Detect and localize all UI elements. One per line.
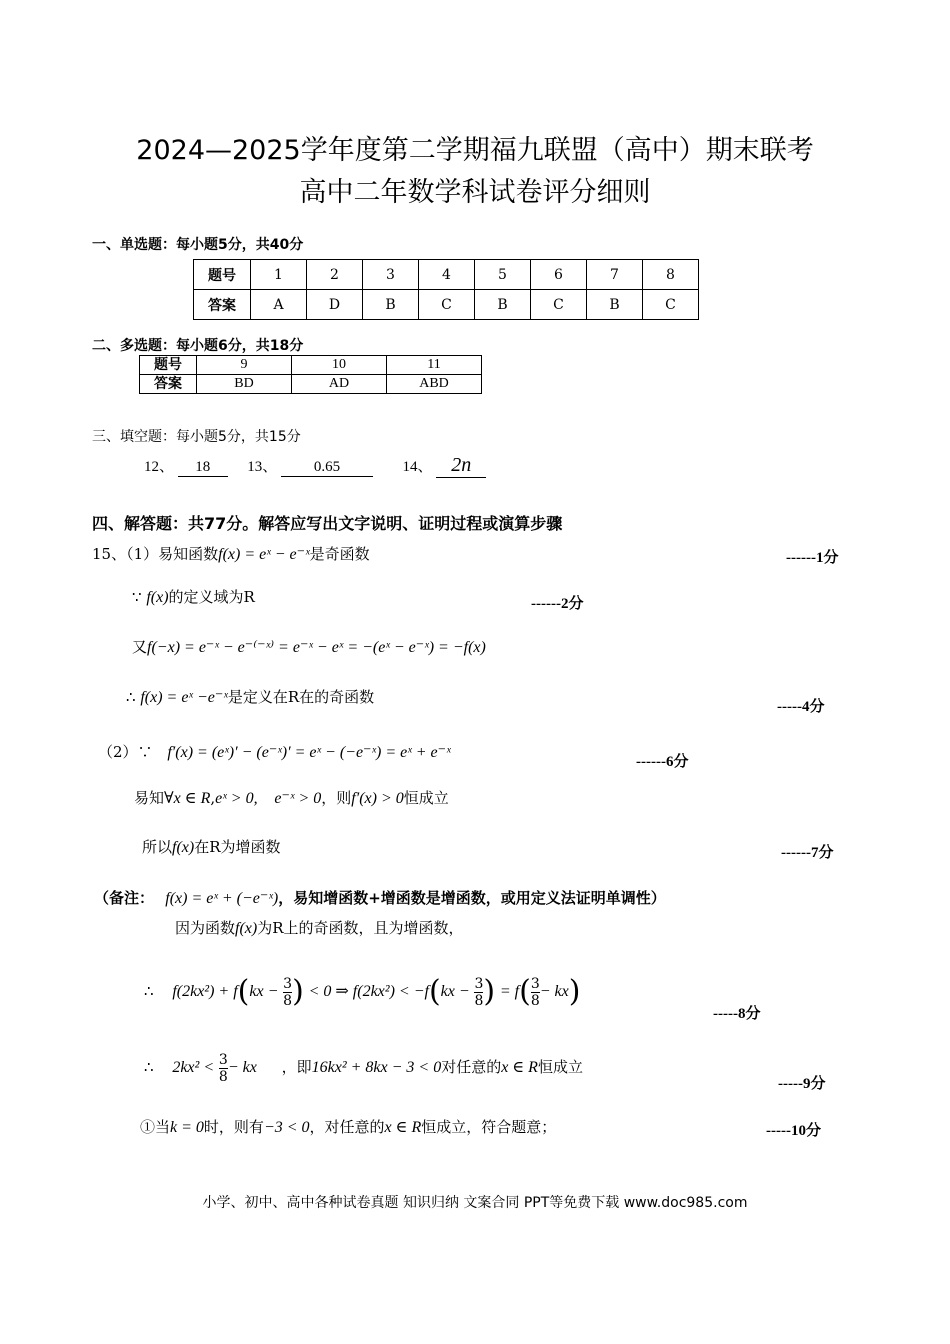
table-cell: 11 xyxy=(387,356,482,375)
inequality-line: ∴ f(2kx²) + f(kx − $\frac{3}{8}$ ) < 0 ⇒ f(2kx²) < −f(kx − $\frac{3}{8}$ ) = f( $\frac{3}{8}$ − kx) xyxy=(144,974,581,1009)
ineq-left: f(2kx²) + f xyxy=(172,983,238,1000)
is-odd-text: 是奇函数 xyxy=(309,545,370,563)
table-cell: 答案 xyxy=(194,290,251,320)
table-cell: 6 xyxy=(531,260,587,290)
numerator: 3 xyxy=(530,975,540,992)
negation-line xyxy=(132,636,486,657)
denominator: 8 xyxy=(218,1068,228,1085)
fraction-3-8 xyxy=(219,1052,228,1085)
table-cell: A xyxy=(251,290,307,320)
f-definition: f(x) = eˣ − e⁻ˣ xyxy=(218,546,310,563)
multi-choice-table xyxy=(139,355,482,394)
q12-label: 12、 xyxy=(144,459,175,475)
table-row xyxy=(194,290,699,320)
table-cell: C xyxy=(643,290,699,320)
ineq-eq: = f xyxy=(499,983,520,1000)
conclusion-text: 是定义在R在的奇函数 xyxy=(227,688,375,706)
page-subtitle: 高中二年数学科试卷评分细则 xyxy=(299,177,651,208)
note-prefix: （备注： xyxy=(94,889,155,907)
step9-left: 2kx² < xyxy=(172,1059,215,1076)
note-text: ，易知增函数+增函数是增函数，或用定义法证明单调性） xyxy=(278,889,666,907)
conclusion-line xyxy=(126,686,374,707)
table-cell: 题号 xyxy=(194,260,251,290)
q12-answer: 18 xyxy=(178,459,228,477)
fraction-3-8 xyxy=(283,976,292,1009)
score-1: ------1分 xyxy=(786,550,839,566)
table-cell: B xyxy=(587,290,643,320)
x-in-R: x ∈ R xyxy=(384,1119,422,1136)
q15-intro-line xyxy=(92,543,370,564)
table-row xyxy=(140,375,482,394)
table-cell: 1 xyxy=(251,260,307,290)
numerator: 3 xyxy=(218,1051,228,1068)
ineq-kx: kx − xyxy=(440,983,470,1000)
score-4: -----4分 xyxy=(777,699,825,715)
always-holds-text: 恒成立 xyxy=(403,789,449,807)
step9-minus-kx: − kx xyxy=(227,1059,257,1076)
step9-inequality: 16kx² + 8kx − 3 < 0 xyxy=(311,1059,442,1076)
denominator: 8 xyxy=(283,992,293,1009)
denominator: 8 xyxy=(474,992,484,1009)
because-text-1: 因为函数 xyxy=(175,919,236,937)
because-text-2: 为R上的奇函数，且为增函数， xyxy=(257,919,464,937)
table-cell: 9 xyxy=(197,356,292,375)
forall-x: ∀x ∈ R xyxy=(164,790,211,807)
table-cell: 3 xyxy=(363,260,419,290)
table-row xyxy=(140,356,482,375)
table-row xyxy=(194,260,699,290)
fprime-positive: f′(x) > 0 xyxy=(351,790,404,807)
suoyi-text: 所以 xyxy=(142,838,173,856)
single-choice-table xyxy=(193,259,699,320)
table-cell: 10 xyxy=(292,356,387,375)
table-cell: D xyxy=(307,290,363,320)
score-9: -----9分 xyxy=(778,1076,826,1092)
x-in-R: x ∈ R xyxy=(501,1059,538,1076)
fill-blank-answers xyxy=(144,454,486,478)
section2-heading: 二、多选题：每小题6分，共18分 xyxy=(92,338,304,354)
fraction-3-8 xyxy=(531,976,540,1009)
minus3-lt-0: −3 < 0 xyxy=(263,1119,310,1136)
numerator: 3 xyxy=(474,975,484,992)
section4-heading: 四、解答题：共77分。解答应写出文字说明、证明过程或演算步骤 xyxy=(92,514,563,533)
ineq-mid: < 0 ⇒ f(2kx²) < −f xyxy=(308,983,429,1000)
score-8: -----8分 xyxy=(713,1006,761,1022)
table-cell: B xyxy=(363,290,419,320)
case1-c: ，对任意的 xyxy=(309,1118,385,1136)
condition-2: e⁻ˣ > 0 xyxy=(274,790,322,807)
table-cell: 答案 xyxy=(140,375,197,394)
case1-line xyxy=(140,1116,556,1137)
conclusion-math: f(x) = eˣ −e⁻ˣ xyxy=(140,689,228,706)
table-cell: 题号 xyxy=(140,356,197,375)
page-footer: 小学、初中、高中各种试卷真题 知识归纳 文案合同 PPT等免费下载 www.doc985.com xyxy=(202,1195,748,1211)
table-cell: 7 xyxy=(587,260,643,290)
table-cell: ABD xyxy=(387,375,482,394)
score-7: ------7分 xyxy=(781,845,834,861)
case1-a: ①当 xyxy=(140,1118,171,1136)
case1-d: 恒成立，符合题意； xyxy=(421,1118,557,1136)
table-cell: 8 xyxy=(643,260,699,290)
increasing-line xyxy=(142,836,281,857)
numerator: 3 xyxy=(283,975,293,992)
step9-hold: 恒成立 xyxy=(537,1058,583,1076)
domain-line xyxy=(132,586,255,607)
table-cell: AD xyxy=(292,375,387,394)
therefore-symbol: ∴ xyxy=(144,1058,154,1076)
score-2: ------2分 xyxy=(531,596,584,612)
yizhi-text: 易知 xyxy=(134,789,165,807)
step9-any: 对任意的 xyxy=(441,1058,502,1076)
step9-line xyxy=(144,1044,583,1090)
ineq-kx: kx − xyxy=(249,983,279,1000)
fx-symbol: f(x) xyxy=(172,839,195,856)
table-cell: C xyxy=(419,290,475,320)
table-cell: 5 xyxy=(475,260,531,290)
fx-symbol: f(x) xyxy=(235,920,258,937)
table-cell: C xyxy=(531,290,587,320)
table-cell: BD xyxy=(197,375,292,394)
section1-heading: 一、单选题：每小题5分，共40分 xyxy=(92,237,304,253)
q14-answer: 2n xyxy=(436,454,486,478)
condition-1: eˣ > 0, xyxy=(215,790,258,807)
case1-b: 时，则有 xyxy=(203,1118,264,1136)
ineq-minus-kx: − kx xyxy=(539,983,569,1000)
score-10: -----10分 xyxy=(766,1123,821,1139)
derivative-line xyxy=(98,741,451,762)
table-cell: 4 xyxy=(419,260,475,290)
q15-intro: 15、（1）易知函数 xyxy=(92,545,219,563)
domain-text: 的定义域为R xyxy=(168,588,255,606)
denominator: 8 xyxy=(530,992,540,1009)
positivity-line: 易知∀x ∈ R,eˣ > 0, e⁻ˣ > 0，则f′(x) > 0恒成立 xyxy=(134,789,449,807)
therefore-symbol: ∴ xyxy=(144,982,154,1000)
step9-ji: ，即 xyxy=(281,1058,312,1076)
k-equals-0: k = 0 xyxy=(170,1119,204,1136)
fx-symbol: f(x) xyxy=(146,589,169,606)
note-math: f(x) = eˣ + (−e⁻ˣ) xyxy=(165,890,279,907)
q13-answer: 0.65 xyxy=(281,459,373,477)
then-text: ，则 xyxy=(321,789,352,807)
because-function-line xyxy=(175,917,464,938)
page-title: 2024—2025学年度第二学期福九联盟（高中）期末联考 xyxy=(136,135,814,166)
because-symbol: ∵ xyxy=(132,588,142,606)
therefore-symbol: ∴ xyxy=(126,688,136,706)
part2-label: （2）∵ xyxy=(98,743,153,761)
score-6: ------6分 xyxy=(636,754,689,770)
derivative-equation: f′(x) = (eˣ)′ − (e⁻ˣ)′ = eˣ − (−e⁻ˣ) = eˣ + e⁻ˣ xyxy=(167,744,451,761)
table-cell: B xyxy=(475,290,531,320)
note-line xyxy=(94,887,666,908)
section3-heading: 三、填空题：每小题5分，共15分 xyxy=(92,429,301,445)
negation-equation: f(−x) = e⁻ˣ − e⁻⁽⁻ˣ⁾ = e⁻ˣ − eˣ = −(eˣ − e⁻ˣ) = −f(x) xyxy=(147,639,486,656)
increasing-text: 在R为增函数 xyxy=(194,838,281,856)
table-cell: 2 xyxy=(307,260,363,290)
q14-label: 14、 xyxy=(402,459,433,475)
you-text: 又 xyxy=(132,638,148,656)
q13-label: 13、 xyxy=(247,459,278,475)
